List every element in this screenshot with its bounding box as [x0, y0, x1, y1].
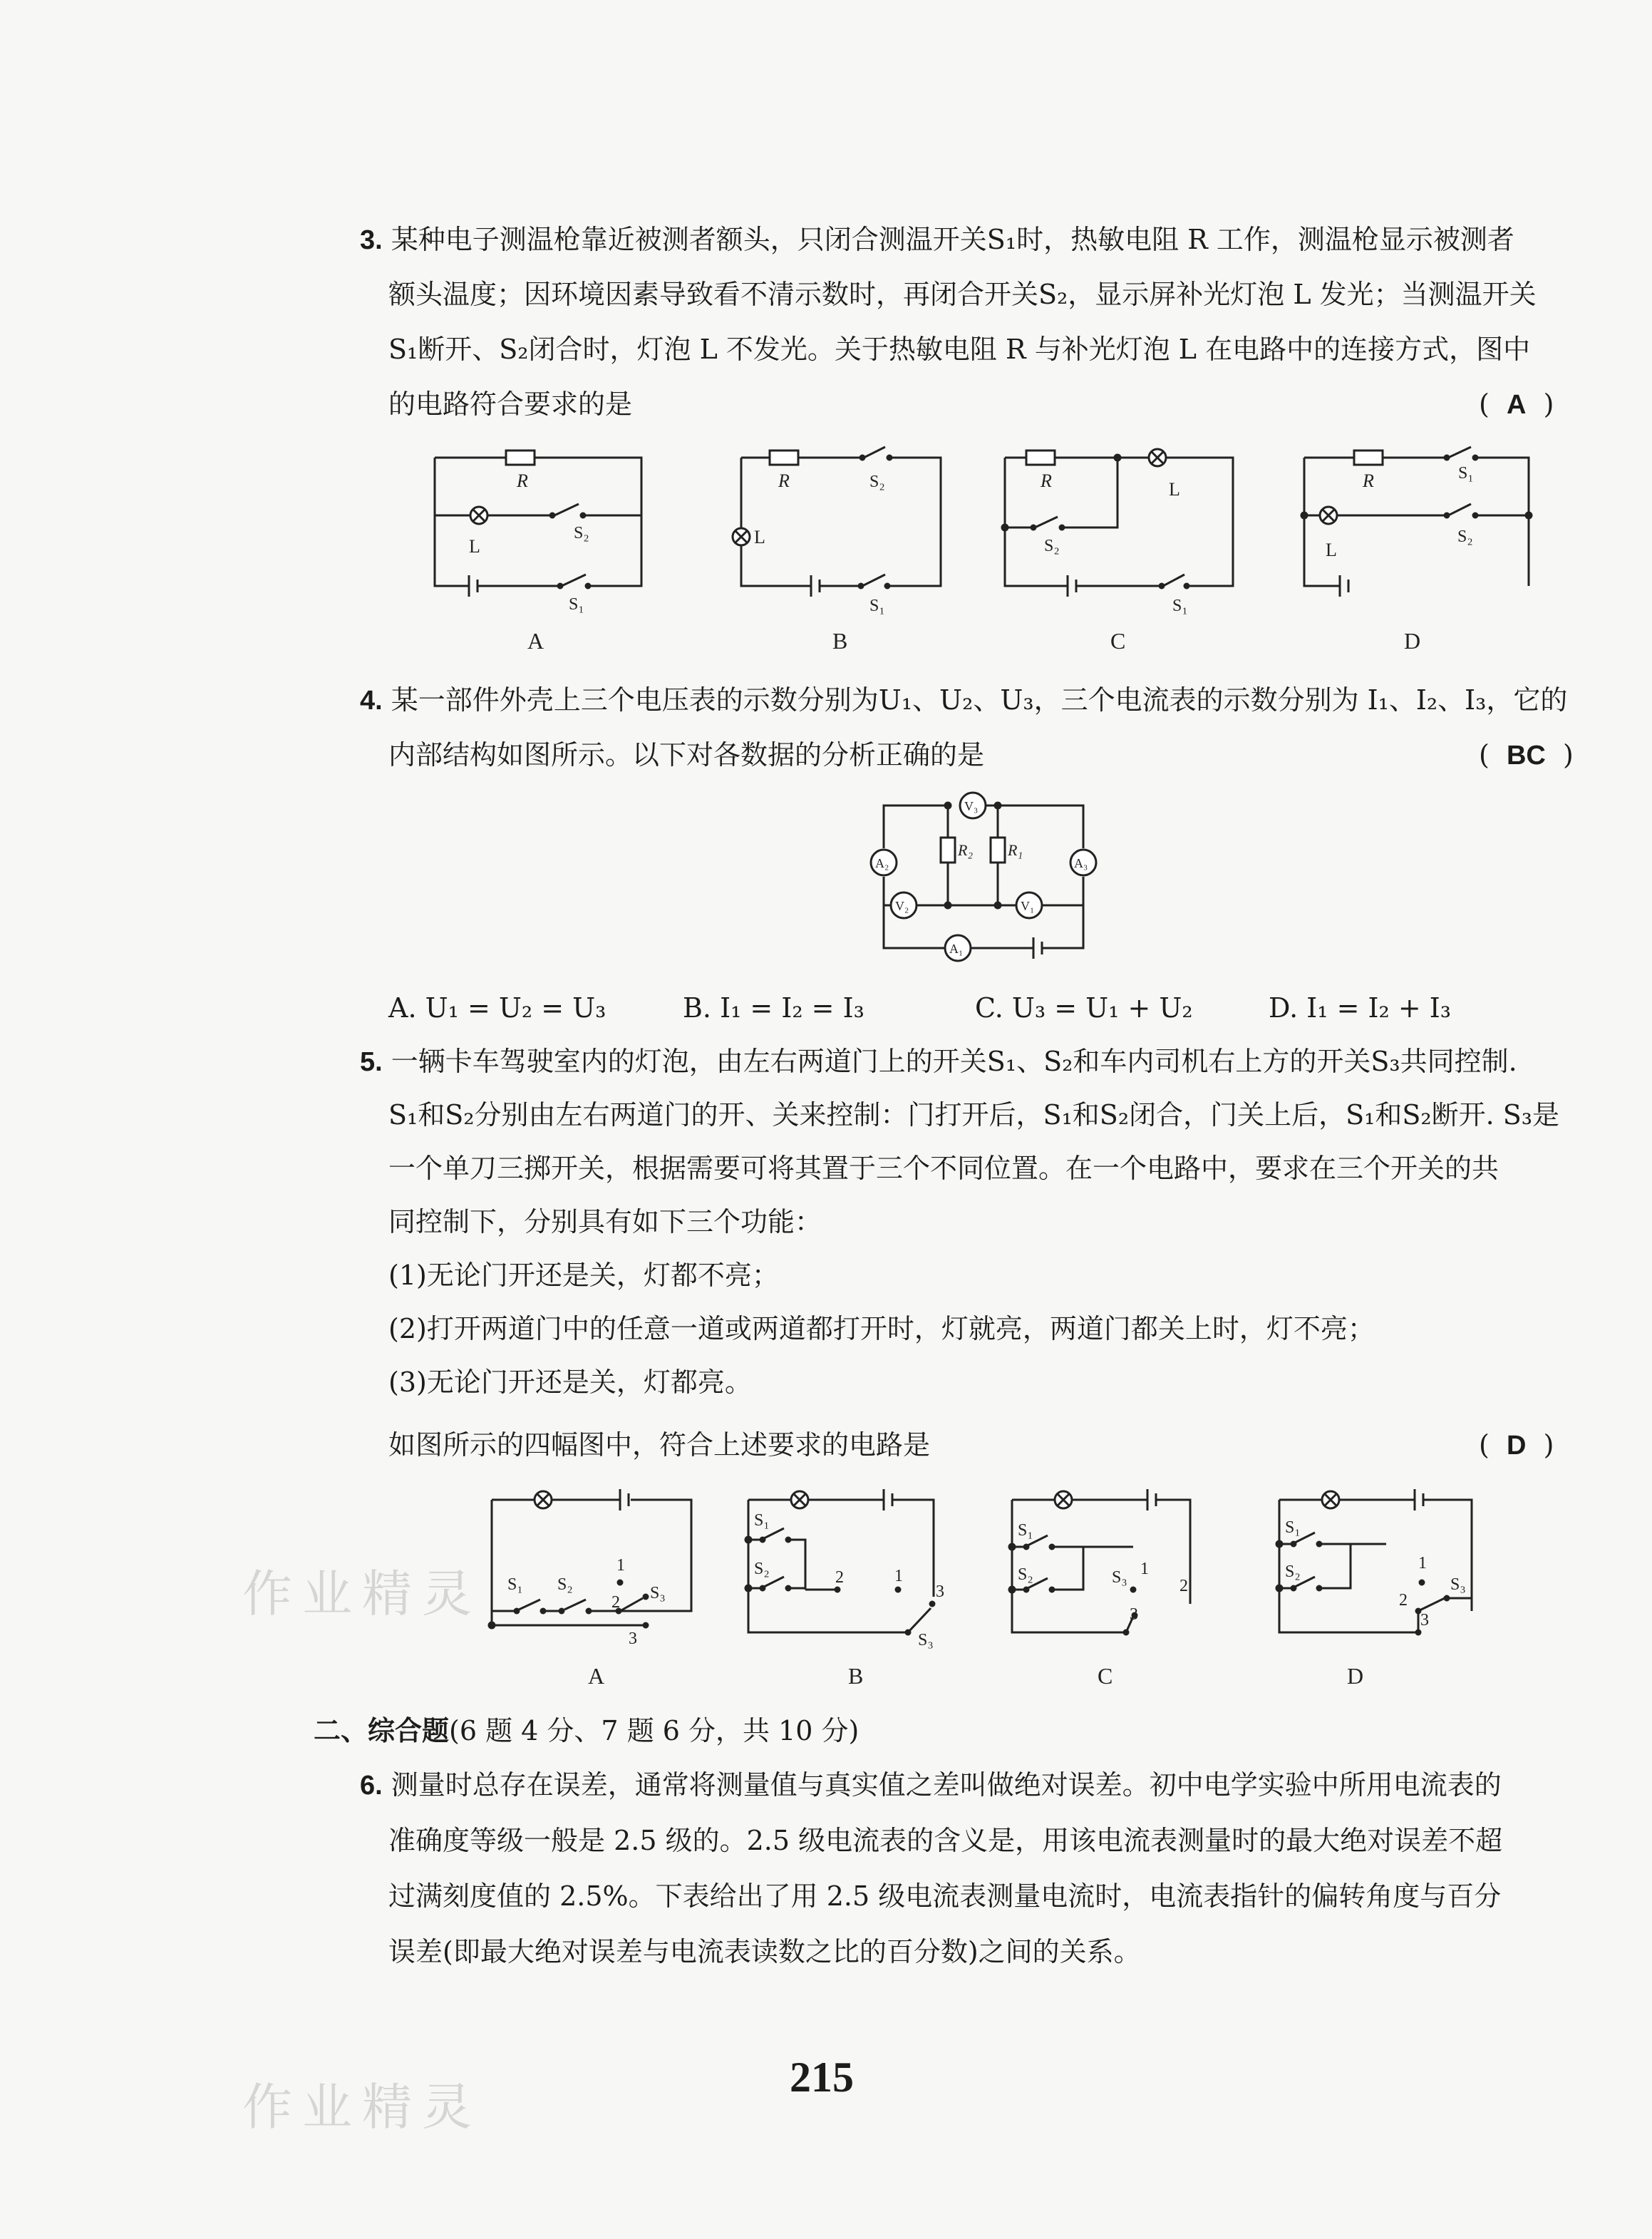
q6-number: 6.	[360, 1771, 383, 1801]
q4-meter-a2: A₂	[875, 856, 889, 870]
q5-a-s2: S₂	[557, 1575, 573, 1594]
q4-meter-a1: A₁	[949, 942, 964, 956]
q5-b-p2: 2	[835, 1568, 844, 1587]
q3-number: 3.	[360, 225, 383, 255]
q4-answer: BC	[1506, 741, 1546, 771]
q5-b-p1: 1	[894, 1567, 903, 1585]
q3-a-label-r: R	[517, 470, 528, 491]
q5-line-3: 一个单刀三掷开关，根据需要可将其置于三个不同位置。在一个电路中，要求在三个开关的共	[388, 1153, 1499, 1184]
q5-d-s3: S₃	[1450, 1575, 1466, 1594]
q4-meter-a3: A₃	[1074, 856, 1088, 870]
q4-circuit	[855, 784, 1112, 969]
q3-circuit-a	[435, 451, 641, 597]
q3-line-3: S₁断开、S₂闭合时，灯泡 L 不发光。关于热敏电阻 R 与补光灯泡 L 在电路中的连接方式，图中	[388, 334, 1531, 365]
watermark-1: 作业精灵	[242, 1565, 482, 1623]
q3-line-1: 某种电子测温枪靠近被测者额头，只闭合测温开关S₁时，热敏电阻 R 工作，测温枪显示被测者	[391, 224, 1514, 255]
q3-circuit-c	[1002, 449, 1233, 597]
q4-choice-c: C. U₃ = U₁ + U₂	[975, 992, 1193, 1024]
section2-note: (6 题 4 分、7 题 6 分，共 10 分)	[449, 1715, 859, 1746]
q5-d-s1: S₁	[1285, 1518, 1301, 1537]
q3-b-label-s2: S₂	[869, 473, 885, 491]
q3-c-label-s1: S₁	[1172, 597, 1188, 615]
q4-label-r1: R₁	[1008, 841, 1023, 859]
q3-b-label-l: L	[754, 527, 765, 547]
q4-answer-bracket: ( BC )	[1479, 739, 1574, 771]
section2-title: 二、综合题	[314, 1714, 450, 1746]
q5-d-p3: 3	[1420, 1611, 1429, 1630]
q4-line-1: 某一部件外壳上三个电压表的示数分别为U₁、U₂、U₃，三个电流表的示数分别为 I₁、I₂、I₃，它的	[391, 684, 1568, 716]
page-number: 215	[790, 2054, 854, 2101]
q3-answer: A	[1506, 390, 1527, 420]
q6-line-3: 过满刻度值的 2.5%。下表给出了用 2.5 级电流表测量电流时，电流表指针的偏转角度与百分	[388, 1880, 1502, 1912]
q5-circuit-c	[1009, 1489, 1190, 1635]
q6-line-1: 测量时总存在误差，通常将测量值与真实值之差叫做绝对误差。初中电学实验中所用电流表的	[391, 1769, 1502, 1801]
q5-option-c: C	[1098, 1663, 1113, 1689]
q4-meter-v2: V₂	[895, 899, 909, 913]
q5-b-s3: S₃	[918, 1631, 934, 1649]
q5-answer: D	[1506, 1431, 1527, 1461]
q4-choice-a: A. U₁ = U₂ = U₃	[388, 992, 606, 1024]
q3-c-label-l: L	[1169, 479, 1180, 500]
q5-a-p3: 3	[629, 1630, 637, 1648]
q5-circuit-b	[745, 1489, 934, 1635]
q5-item-1: (1)无论门开还是关，灯都不亮；	[388, 1260, 779, 1291]
q3-line-2: 额头温度；因环境因素导致看不清示数时，再闭合开关S₂，显示屏补光灯泡 L 发光；当测温开关	[388, 279, 1537, 310]
q5-c-p1: 1	[1140, 1560, 1149, 1578]
q3-d-label-s2: S₂	[1457, 527, 1473, 546]
q5-option-d: D	[1347, 1663, 1364, 1689]
q5-c-p2: 2	[1179, 1577, 1188, 1595]
q3-d-label-s1: S₁	[1458, 464, 1474, 483]
q3-answer-bracket: ( A )	[1479, 388, 1554, 420]
q4-label-r2: R₂	[958, 841, 974, 859]
q3-d-label-r: R	[1363, 470, 1374, 491]
q5-d-s2: S₂	[1285, 1563, 1301, 1581]
q6-line-2: 准确度等级一般是 2.5 级的。2.5 级电流表的含义是，用该电流表测量时的最大绝对误差不超	[388, 1825, 1503, 1856]
q5-prompt: 如图所示的四幅图中，符合上述要求的电路是	[388, 1429, 931, 1461]
q5-number: 5.	[360, 1047, 383, 1077]
q5-item-2: (2)打开两道门中的任意一道或两道都打开时，灯就亮，两道门都关上时，灯不亮；	[388, 1313, 1375, 1344]
q3-a-label-l: L	[469, 536, 480, 557]
q5-option-a: A	[588, 1663, 605, 1689]
section2-heading	[314, 1709, 859, 1752]
q3-circuit-b	[733, 447, 941, 597]
q4-text	[360, 679, 1567, 722]
q3-c-label-r: R	[1041, 470, 1052, 491]
q5-a-s3: S₃	[650, 1584, 666, 1602]
q5-line-2: S₁和S₂分别由左右两道门的开、关来控制：门打开后，S₁和S₂闭合，门关上后，S₁和S₂断开. S₃是	[388, 1099, 1560, 1131]
q6-line-4: 误差(即最大绝对误差与电流表读数之比的百分数)之间的关系。	[388, 1936, 1141, 1967]
q5-a-s1: S₁	[507, 1575, 523, 1594]
q5-line-1: 一辆卡车驾驶室内的灯泡，由左右两道门上的开关S₁、S₂和车内司机右上方的开关S₃共同控制.	[391, 1046, 1517, 1077]
q4-line-2: 内部结构如图所示。以下对各数据的分析正确的是	[388, 739, 985, 771]
q5-b-p3: 3	[936, 1582, 944, 1601]
q5-circuit-d	[1276, 1489, 1472, 1635]
q3-a-label-s2: S₂	[574, 524, 589, 542]
q5-b-s1: S₁	[754, 1511, 770, 1530]
q4-choice-b: B. I₁ = I₂ = I₃	[683, 992, 864, 1024]
q6-text	[360, 1764, 1502, 1807]
watermark-2: 作业精灵	[242, 2078, 482, 2136]
q5-line-4: 同控制下，分别具有如下三个功能：	[388, 1206, 822, 1237]
q3-circuits	[413, 438, 1568, 666]
q5-c-s3: S₃	[1112, 1568, 1127, 1587]
q5-a-p1: 1	[616, 1556, 625, 1575]
q4-meter-v3: V₃	[964, 799, 979, 813]
q5-circuit-a	[489, 1489, 691, 1628]
q4-number: 4.	[360, 686, 383, 716]
q3-a-label-s1: S₁	[569, 595, 584, 614]
q5-b-s2: S₂	[754, 1560, 770, 1578]
q5-answer-bracket: ( D )	[1479, 1429, 1554, 1461]
q4-choice-d: D. I₁ = I₂ + I₃	[1269, 992, 1451, 1024]
q3-line-4: 的电路符合要求的是	[388, 388, 633, 420]
q5-d-p1: 1	[1418, 1554, 1427, 1573]
q3-option-b: B	[832, 628, 848, 654]
q3-option-c: C	[1110, 628, 1126, 654]
q3-option-a: A	[527, 628, 544, 654]
q5-item-3: (3)无论门开还是关，灯都亮。	[388, 1366, 752, 1398]
q5-circuits	[477, 1476, 1497, 1704]
q3-option-d: D	[1404, 628, 1421, 654]
q5-d-p2: 2	[1399, 1591, 1408, 1610]
q5-a-p2: 2	[611, 1593, 620, 1612]
q3-c-label-s2: S₂	[1044, 537, 1060, 555]
q5-c-s2: S₂	[1018, 1565, 1033, 1584]
q3-b-label-r: R	[778, 470, 790, 491]
q3-d-label-l: L	[1326, 540, 1337, 560]
q3-b-label-s1: S₁	[869, 597, 885, 615]
q3-text	[360, 218, 1514, 262]
q5-text	[360, 1040, 1517, 1084]
q5-c-p3: 3	[1130, 1605, 1138, 1624]
q5-c-s1: S₁	[1018, 1521, 1033, 1540]
q5-option-b: B	[848, 1663, 864, 1689]
q4-meter-v1: V₁	[1021, 899, 1035, 913]
q3-circuit-d	[1301, 447, 1532, 597]
